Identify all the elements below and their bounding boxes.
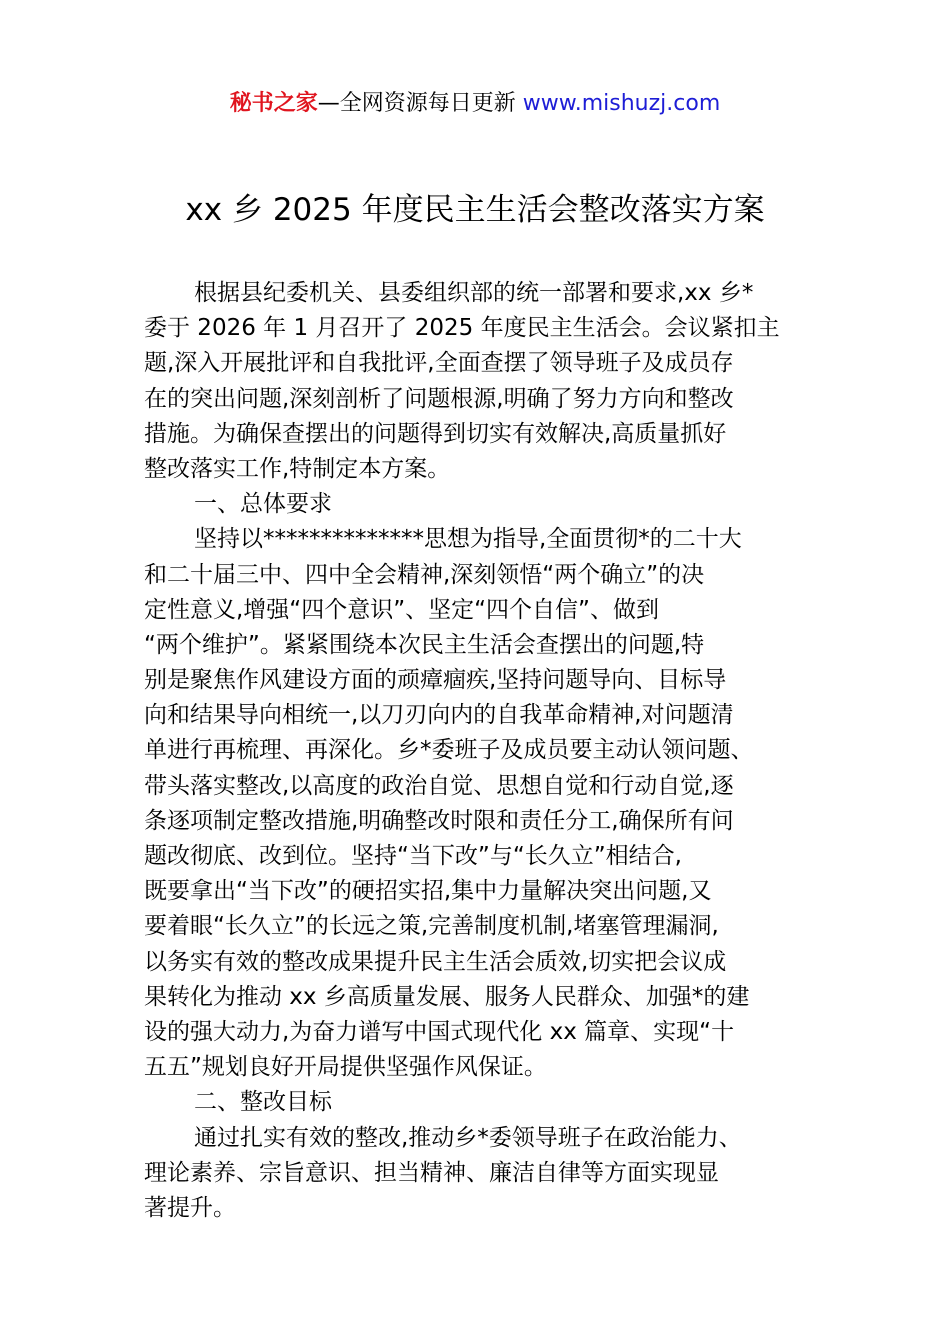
paragraph-line: 理论素养、宗旨意识、担当精神、廉洁自律等方面实现显: [144, 1159, 719, 1186]
document-body: [144, 276, 810, 1226]
paragraph-line: 题改彻底、改到位。坚持“当下改”与“长久立”相结合,: [144, 843, 682, 869]
paragraph-line: 著提升。: [144, 1194, 236, 1221]
paragraph-line: 条逐项制定整改措施,明确整改时限和责任分工,确保所有问: [144, 807, 734, 834]
section-heading: 一、总体要求: [194, 491, 332, 518]
site-url-link[interactable]: www.mishuzj.com: [522, 91, 721, 116]
paragraph-line: 以务实有效的整改成果提升民主生活会质效,切实把会议成: [144, 948, 727, 975]
paragraph-line: 定性意义,增强“四个意识”、坚定“四个自信”、做到: [144, 596, 659, 623]
paragraph-line: 整改落实工作,特制定本方案。: [144, 455, 451, 482]
paragraph-line: 五五”规划良好开局提供坚强作风保证。: [144, 1054, 547, 1081]
paragraph-line: 单进行再梳理、再深化。乡*委班子及成员要主动认领问题、: [144, 737, 754, 764]
paragraph-line: 既要拿出“当下改”的硬招实招,集中力量解决突出问题,又: [144, 878, 712, 905]
paragraph-line: 题,深入开展批评和自我批评,全面查摆了领导班子及成员存: [144, 350, 734, 377]
brand-name: 秘书之家: [229, 91, 318, 116]
paragraph-line: 设的强大动力,为奋力谱写中国式现代化 xx 篇章、实现“十: [144, 1018, 735, 1045]
document-title: xx 乡 2025 年度民主生活会整改落实方案: [185, 192, 765, 228]
section-heading: 二、整改目标: [194, 1089, 332, 1116]
paragraph-line: “两个维护”。紧紧围绕本次民主生活会查摆出的问题,特: [144, 631, 705, 658]
paragraph-line: 委于 2026 年 1 月召开了 2025 年度民主生活会。会议紧扣主: [144, 315, 780, 342]
paragraph-line: 果转化为推动 xx 乡高质量发展、服务人民群众、加强*的建: [144, 983, 750, 1010]
banner-tagline: 全网资源每日更新: [339, 91, 516, 116]
paragraph-line: 和二十届三中、四中全会精神,深刻领悟“两个确立”的决: [144, 561, 705, 588]
paragraph-line: 别是聚焦作风建设方面的顽瘴痼疾,坚持问题导向、目标导: [144, 667, 727, 694]
paragraph-line: 根据县纪委机关、县委组织部的统一部署和要求,xx 乡*: [194, 280, 754, 306]
paragraph-line: 坚持以**************思想为指导,全面贯彻*的二十大: [194, 526, 742, 553]
paragraph-line: 要着眼“长久立”的长远之策,完善制度机制,堵塞管理漏洞,: [144, 913, 719, 940]
paragraph-line: 通过扎实有效的整改,推动乡*委领导班子在政治能力、: [194, 1124, 742, 1151]
paragraph-line: 带头落实整改,以高度的政治自觉、思想自觉和行动自觉,逐: [144, 772, 734, 799]
paragraph-line: 在的突出问题,深刻剖析了问题根源,明确了努力方向和整改: [144, 385, 734, 412]
site-banner: [0, 88, 950, 120]
banner-separator: —: [317, 91, 340, 116]
paragraph-line: 向和结果导向相统一,以刀刃向内的自我革命精神,对问题清: [144, 702, 734, 729]
paragraph-line: 措施。为确保查摆出的问题得到切实有效解决,高质量抓好: [144, 420, 727, 447]
